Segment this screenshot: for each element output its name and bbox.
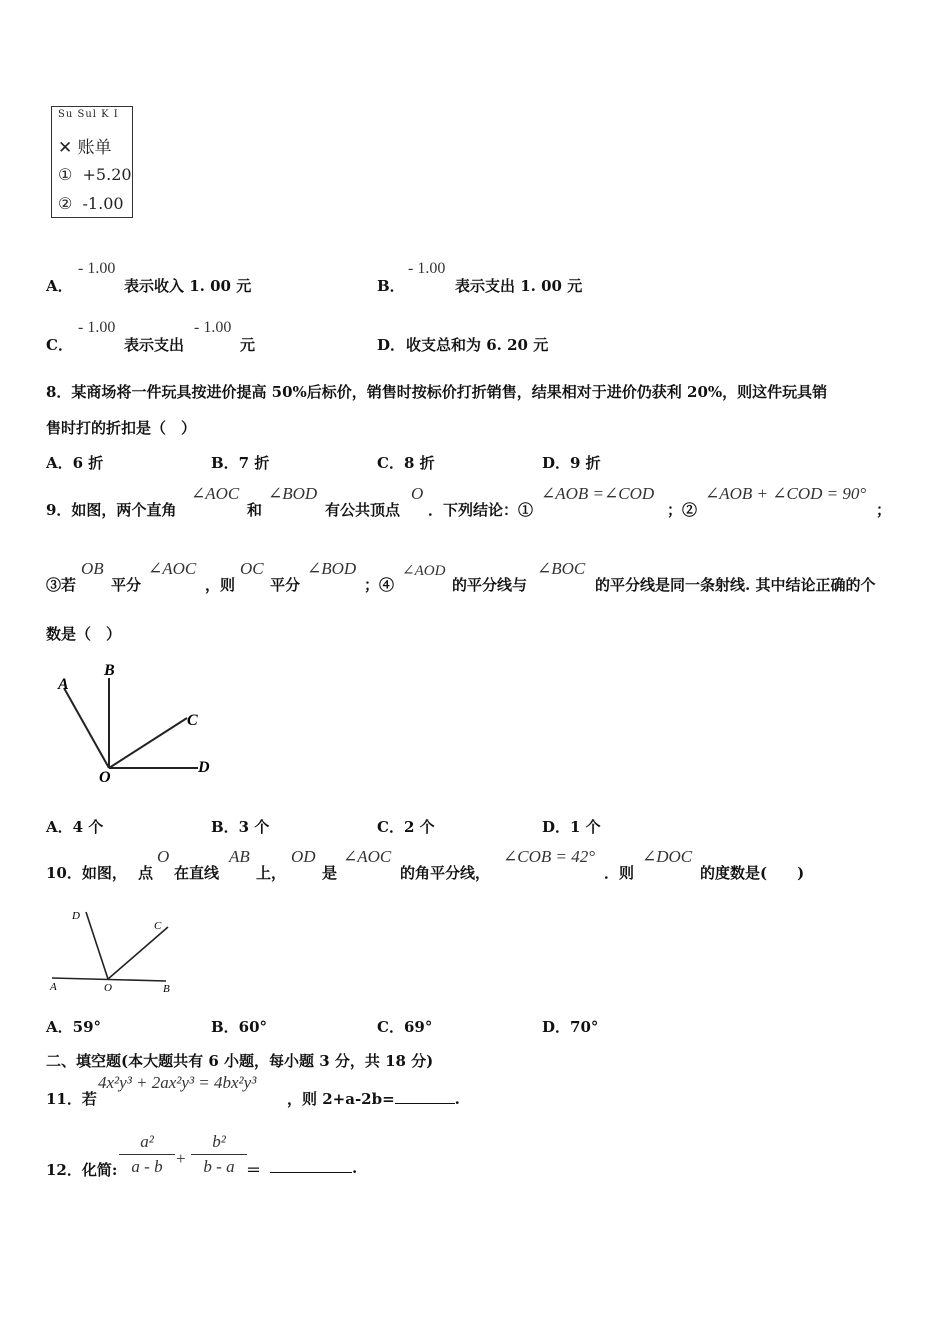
q10-math: AB (229, 847, 250, 866)
q12-fraction-2 (191, 1132, 247, 1177)
q10-text: 的度数是( ) (700, 864, 805, 882)
q9-text: ，则 (205, 576, 236, 594)
q9-point-o-label: O (99, 769, 111, 786)
q10-text: 上， (256, 864, 287, 882)
q8-stem-line-1: 8．某商场将一件玩具按进价提高 50%后标价，销售时按标价打折销售，结果相对于进价仍获利 20%，则这件玩具销 (46, 383, 828, 401)
q8-option-b: B．7 折 (211, 454, 270, 472)
q9-angle-figure (50, 658, 220, 788)
q9-math: ∠AOD (402, 563, 446, 579)
q7-option-d-label: D． (377, 336, 406, 354)
q12-fraction-1-numerator: a² (140, 1132, 154, 1151)
q9-text: 平分 (270, 576, 301, 594)
q9-point-b-label: B (104, 662, 115, 679)
q11-equation: 4x²y³ + 2ax²y³ = 4bx²y³ (98, 1073, 257, 1092)
q7-option-a-label: A． (46, 277, 73, 295)
q9-text: 和 (247, 501, 263, 519)
q9-option-a: A．4 个 (46, 818, 104, 836)
q7-option-a-text: 表示收入 1. 00 元 (124, 277, 252, 295)
q9-option-d: D．1 个 (542, 818, 601, 836)
q7-option-c-text-1: 表示支出 (124, 336, 185, 354)
q10-text: 是 (322, 864, 338, 882)
bill-item-1-value: +5.20 (82, 165, 132, 184)
q9-math: ∠BOD (268, 484, 318, 503)
q9-text: 9．如图，两个直角 (46, 501, 177, 519)
q9-text: ；④ (364, 576, 395, 594)
q10-text: ．则 (604, 864, 635, 882)
q12-plus: + (176, 1149, 186, 1168)
q10-text: 的角平分线， (400, 864, 491, 882)
q10-option-d: D．70° (542, 1018, 599, 1036)
q9-point-d-label: D (198, 759, 210, 776)
q7-option-c-math-1: - 1.00 (78, 319, 116, 336)
q10-text: 在直线 (174, 864, 220, 882)
q7-option-c-label: C． (46, 336, 73, 354)
bill-title: 账单 (77, 138, 112, 158)
q11-condition: ，则 2+a-2b= . (287, 1090, 460, 1108)
q11-prefix: 11．若 (46, 1090, 97, 1108)
q10-option-c: C．69° (377, 1018, 433, 1036)
q9-math: OB (81, 559, 104, 578)
q12-prefix: 12．化简: (46, 1161, 118, 1179)
q9-option-c: C．2 个 (377, 818, 435, 836)
q7-option-c-math-2: - 1.00 (194, 319, 232, 336)
q10-math: ∠AOC (343, 847, 392, 866)
q9-math: ∠AOC (191, 484, 240, 503)
q9-point-c-label: C (187, 712, 198, 729)
q10-point-c-label: C (154, 920, 162, 932)
q10-math: OD (291, 847, 316, 866)
section-2-heading: 二、填空题(本大题共有 6 小题，每小题 3 分，共 18 分) (46, 1052, 434, 1070)
q9-text: 的平分线是同一条射线. 其中结论正确的个 (595, 576, 876, 594)
q9-math: ∠AOC (148, 559, 197, 578)
q12-equals: ＝ (246, 1161, 262, 1179)
q7-option-a-math: - 1.00 (78, 260, 116, 277)
q8-option-a: A．6 折 (46, 454, 104, 472)
q12-fraction-2-denominator: b - a (203, 1157, 235, 1176)
q10-text: 点 (138, 864, 154, 882)
q7-option-d-text: 收支总和为 6. 20 元 (406, 336, 549, 354)
q10-math: ∠DOC (642, 847, 693, 866)
q10-text: 10．如图， (46, 864, 127, 882)
q10-point-b-label: B (163, 983, 170, 995)
q9-math: OC (240, 559, 264, 578)
q12-fraction-2-numerator: b² (212, 1132, 226, 1151)
q12-answer-blank[interactable] (270, 1172, 352, 1173)
q7-option-b-text: 表示支出 1. 00 元 (455, 277, 583, 295)
q7-option-b-label: B． (377, 277, 405, 295)
bill-item-2-value: -1.00 (82, 194, 124, 213)
q12-fraction-1-denominator: a - b (131, 1157, 163, 1176)
q7-option-b-math: - 1.00 (408, 260, 446, 277)
q9-math: O (411, 484, 424, 503)
q10-math: O (157, 847, 170, 866)
q9-text: 平分 (111, 576, 142, 594)
q9-math: ∠AOB + ∠COD = 90° (705, 484, 867, 503)
q8-stem-line-2: 售时打的折扣是（ ） (46, 419, 197, 437)
q12-fraction-1 (119, 1132, 175, 1177)
q9-text: ．下列结论：① (428, 501, 534, 519)
q10-option-b: B．60° (211, 1018, 268, 1036)
bill-item-2: ② -1.00 (58, 194, 124, 213)
q7-option-c-text-2: 元 (240, 336, 256, 354)
q9-text: 有公共顶点 (325, 501, 401, 519)
bill-header: Su Sul K I (58, 109, 119, 120)
q12-answer: . (270, 1159, 357, 1177)
q10-point-o-label: O (104, 982, 112, 994)
q8-option-c: C．8 折 (377, 454, 435, 472)
bill-title-row (58, 133, 112, 158)
q10-point-d-label: D (72, 910, 80, 922)
q10-math: ∠COB = 42° (503, 847, 596, 866)
bill-item-1: ① +5.20 (58, 165, 132, 184)
q9-text: ③若 (46, 576, 77, 594)
q10-option-a: A．59° (46, 1018, 102, 1036)
q9-text: 数是（ ） (46, 625, 122, 643)
q9-math: ∠AOB =∠COD (541, 484, 655, 503)
q9-point-a-label: A (58, 676, 69, 693)
q9-option-b: B．3 个 (211, 818, 270, 836)
q9-text: ；② (667, 501, 698, 519)
bill-figure (51, 106, 133, 218)
q9-math: ∠BOD (307, 559, 357, 578)
q9-text: 的平分线与 (452, 576, 528, 594)
close-icon: ✕ (58, 138, 73, 158)
q11-answer-blank[interactable] (395, 1103, 455, 1104)
q8-option-d: D．9 折 (542, 454, 601, 472)
q10-point-a-label: A (50, 981, 57, 993)
q10-angle-figure (46, 902, 181, 997)
q9-math: ∠BOC (537, 559, 586, 578)
q9-text: ； (876, 501, 892, 519)
